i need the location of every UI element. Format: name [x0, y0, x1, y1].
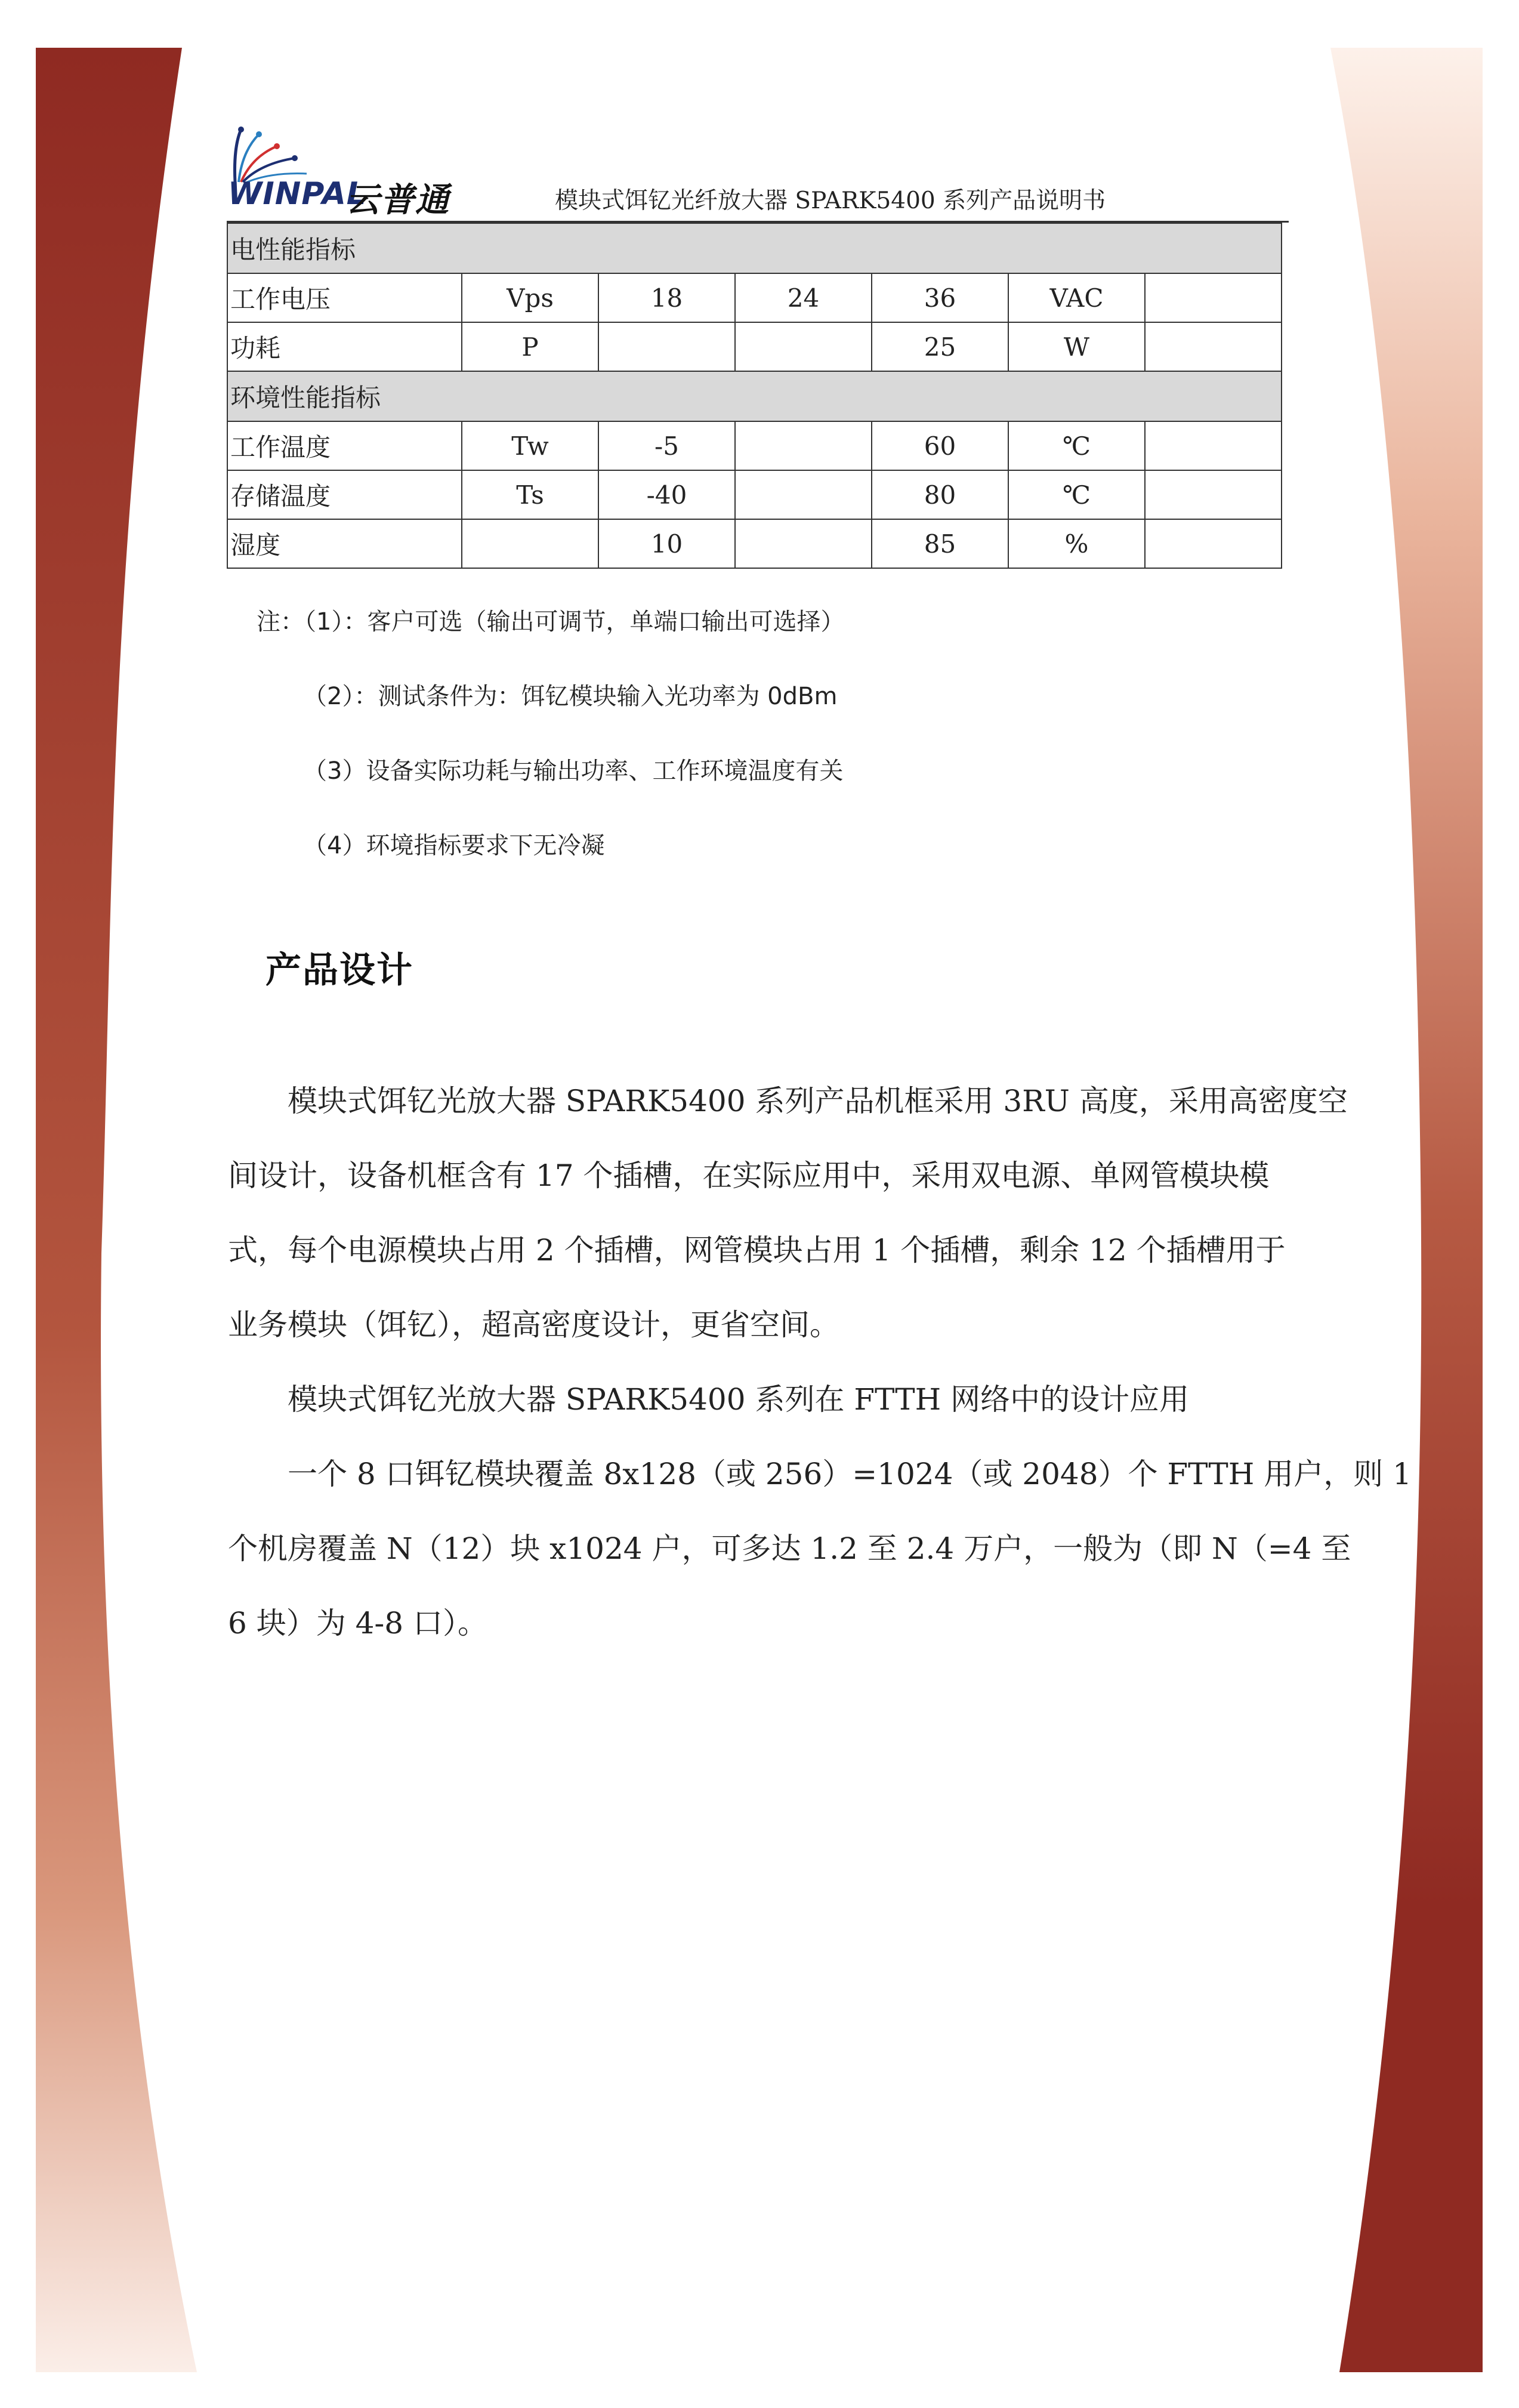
note-3: （3）设备实际功耗与输出功率、工作环境温度有关 — [303, 757, 844, 785]
table-cell: % — [1008, 519, 1145, 568]
table-cell-parameter: 功耗 — [227, 322, 462, 371]
paragraph-line: 6 块）为 4-8 口）。 — [228, 1606, 488, 1641]
table-cell — [1145, 421, 1282, 470]
table-section-row — [227, 371, 1282, 421]
table-cell: 36 — [872, 273, 1008, 322]
table-cell: 25 — [872, 322, 1008, 371]
paragraph-line: 个机房覆盖 N（12）块 x1024 户，可多达 1.2 至 2.4 万户，一般为（即 N（=4 至 — [228, 1531, 1351, 1566]
paragraph-line: 业务模块（饵钇），超高密度设计，更省空间。 — [228, 1308, 839, 1342]
table-cell: W — [1008, 322, 1145, 371]
table-cell-parameter: 工作电压 — [227, 273, 462, 322]
note-4: （4）环境指标要求下无冷凝 — [303, 832, 605, 859]
table-cell: 80 — [872, 470, 1008, 519]
table-cell: Vps — [462, 273, 598, 322]
section-title: 产品设计 — [265, 949, 413, 991]
table-cell: 10 — [598, 519, 735, 568]
table-row — [227, 273, 1282, 322]
document-title: 模块式饵钇光纤放大器 SPARK5400 系列产品说明书 — [555, 187, 1106, 214]
table-cell — [1145, 470, 1282, 519]
note-2: （2）：测试条件为：饵钇模块输入光功率为 0dBm — [303, 683, 838, 710]
spec-table — [227, 223, 1282, 569]
paragraph-line: 模块式饵钇光放大器 SPARK5400 系列在 FTTH 网络中的设计应用 — [228, 1382, 1190, 1417]
table-cell: Ts — [462, 470, 598, 519]
table-cell — [1145, 322, 1282, 371]
table-cell: Tw — [462, 421, 598, 470]
table-cell: ℃ — [1008, 470, 1145, 519]
table-cell — [598, 322, 735, 371]
table-cell: 24 — [735, 273, 872, 322]
table-cell: ℃ — [1008, 421, 1145, 470]
table-cell: -5 — [598, 421, 735, 470]
table-cell — [735, 421, 872, 470]
table-cell-parameter: 存储温度 — [227, 470, 462, 519]
table-cell — [735, 322, 872, 371]
table-cell — [735, 519, 872, 568]
note-1: 注：（1）：客户可选（输出可调节，单端口输出可选择） — [257, 608, 845, 636]
paragraph-line: 一个 8 口铒钇模块覆盖 8x128（或 256）=1024（或 2048）个 FTTH 用户，则 1 — [228, 1457, 1412, 1491]
table-cell-parameter: 湿度 — [227, 519, 462, 568]
table-section-row — [227, 223, 1282, 273]
company-logo — [228, 122, 478, 220]
table-cell: 85 — [872, 519, 1008, 568]
table-cell: P — [462, 322, 598, 371]
table-section-label: 电性能指标 — [227, 223, 1282, 273]
table-cell: 60 — [872, 421, 1008, 470]
table-cell — [735, 470, 872, 519]
table-cell — [1145, 273, 1282, 322]
table-row — [227, 470, 1282, 519]
logo-chinese-name: 云普通 — [346, 180, 450, 220]
logo-wordmark: WINPAL — [228, 176, 367, 212]
table-cell — [462, 519, 598, 568]
table-cell: VAC — [1008, 273, 1145, 322]
table-cell-parameter: 工作温度 — [227, 421, 462, 470]
table-cell: -40 — [598, 470, 735, 519]
table-row — [227, 322, 1282, 371]
table-row — [227, 519, 1282, 568]
table-cell — [1145, 519, 1282, 568]
table-section-label: 环境性能指标 — [227, 371, 1282, 421]
paragraph-line: 间设计，设备机框含有 17 个插槽，在实际应用中，采用双电源、单网管模块模 — [228, 1158, 1270, 1193]
table-row — [227, 421, 1282, 470]
paragraph-line: 模块式饵钇光放大器 SPARK5400 系列产品机框采用 3RU 高度，采用高密度空 — [228, 1084, 1348, 1118]
paragraph-line: 式，每个电源模块占用 2 个插槽，网管模块占用 1 个插槽，剩余 12 个插槽用于 — [228, 1233, 1286, 1268]
table-cell: 18 — [598, 273, 735, 322]
